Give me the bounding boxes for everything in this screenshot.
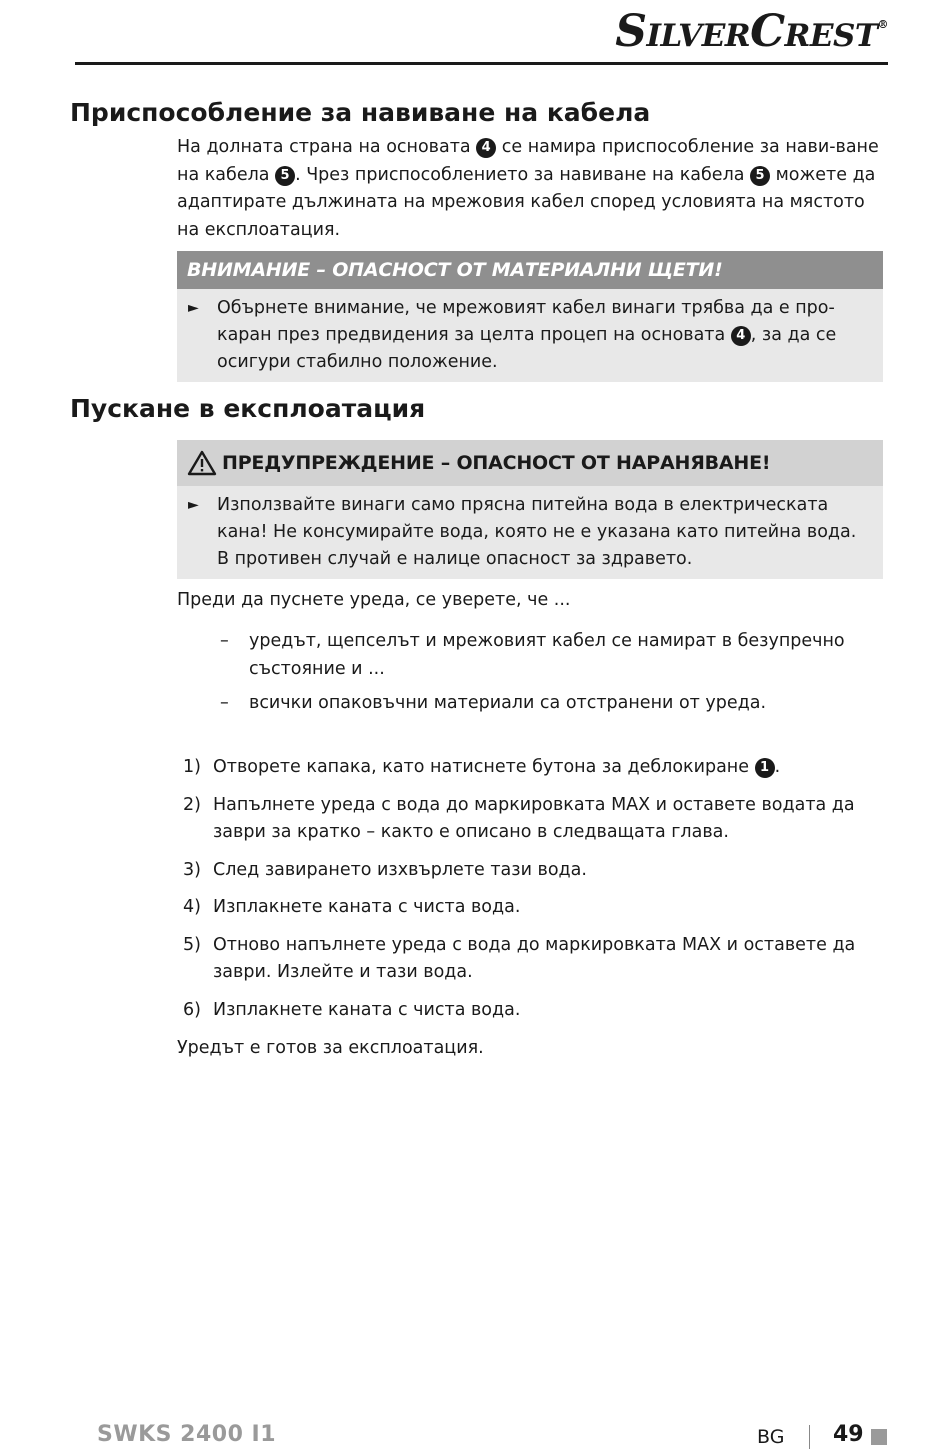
brand-logo: SILVERCREST®	[615, 6, 888, 57]
bullet-arrow-icon: ►	[188, 497, 199, 513]
section-title-cable-winder: Приспособление за навиване на кабела	[70, 98, 651, 127]
ready-note: Уредът е готов за експлоатация.	[177, 1038, 484, 1058]
list-item: 5) Отново напълнете уреда с вода до маркировката MAX и оставете да заври. Излейте и тази вода.	[183, 934, 856, 982]
list-item: 4) Изплакнете каната с чиста вода.	[183, 897, 521, 917]
list-item: 3) След завирането изхвърлете тази вода.	[183, 859, 587, 880]
bullet-arrow-icon: ►	[188, 300, 199, 316]
warning-box	[177, 440, 883, 579]
caution-body: ► Обърнете внимание, че мрежовият кабел винаги трябва да е про-каран през предвидения за целта процеп на основата 4 , за да се осигури стабилно положение.	[177, 289, 883, 382]
list-item: – уредът, щепселът и мрежовият кабел се намират в безупречно състояние и ...	[220, 631, 845, 679]
page-number: 49	[833, 1422, 864, 1447]
part-number-badge: 4	[731, 326, 751, 346]
list-item: 1) Отворете капака, като натиснете бутона за деблокиране 1 .	[183, 757, 781, 777]
part-number-badge: 1	[755, 758, 775, 778]
cable-winder-paragraph: На долната страна на основата 4 се намира приспособление за нави-ване на кабела 5 . Чрез приспособлението за навиване на кабела 5 можете да адаптирате дължината на мрежовия кабел според условията на мястото на експлоатация.	[177, 137, 879, 240]
steps-list	[177, 754, 877, 1024]
list-item: 6) Изплакнете каната с чиста вода.	[183, 999, 521, 1020]
check-list	[220, 628, 860, 718]
footer-divider	[809, 1425, 810, 1449]
header-rule	[75, 62, 888, 65]
check-intro: Преди да пуснете уреда, се уверете, че ...	[177, 590, 571, 610]
list-item: – всички опаковъчни материали са отстранени от уреда.	[220, 693, 767, 713]
warning-title: ПРЕДУПРЕЖДЕНИЕ – ОПАСНОСТ ОТ НАРАНЯВАНЕ!	[177, 440, 883, 486]
language-code: BG	[757, 1426, 785, 1448]
warning-triangle-icon	[187, 450, 217, 476]
part-number-badge: 5	[750, 166, 770, 186]
caution-title: ВНИМАНИЕ – ОПАСНОСТ ОТ МАТЕРИАЛНИ ЩЕТИ!	[177, 251, 883, 289]
page-marker-icon	[871, 1429, 887, 1445]
part-number-badge: 4	[476, 138, 496, 158]
list-item: 2) Напълнете уреда с вода до маркировката MAX и оставете водата да заври за кратко – както е описано в следващата глава.	[183, 794, 855, 842]
caution-box	[177, 251, 883, 382]
section-title-commissioning: Пускане в експлоатация	[70, 394, 426, 423]
part-number-badge: 5	[275, 166, 295, 186]
warning-body: ► Използвайте винаги само прясна питейна вода в електрическата кана! Не консумирайте вода, която не е указана като питейна вода. В противен случай е налице опасност за здравето.	[177, 486, 883, 579]
model-number: SWKS 2400 I1	[97, 1422, 277, 1447]
